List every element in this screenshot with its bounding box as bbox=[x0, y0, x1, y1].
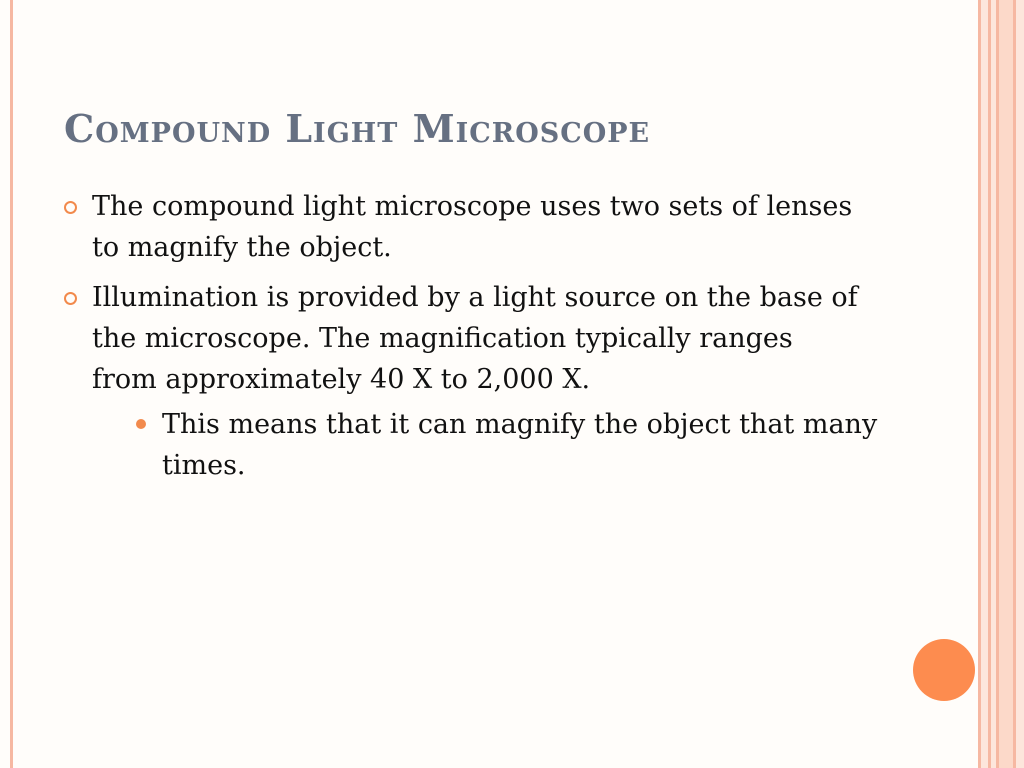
slide-title: Compound Light Microscope bbox=[64, 106, 651, 151]
bullet-dot-icon bbox=[136, 419, 146, 429]
bullet-item bbox=[64, 277, 878, 486]
frame-right-stripe bbox=[999, 0, 1013, 768]
frame-right-stripe bbox=[981, 0, 988, 768]
sub-bullet-text: This means that it can magnify the object that many times. bbox=[162, 409, 878, 481]
slide-body bbox=[64, 186, 878, 495]
bullet-text: The compound light microscope uses two sets of lenses to magnify the object. bbox=[92, 191, 853, 263]
bullet-item bbox=[64, 186, 864, 268]
bullet-ring-icon bbox=[64, 292, 77, 305]
bullet-ring-icon bbox=[64, 201, 77, 214]
decorative-circle bbox=[913, 639, 975, 701]
frame-left-border bbox=[10, 0, 13, 768]
frame-right-stripe bbox=[1016, 0, 1024, 768]
sub-bullet-item bbox=[136, 404, 882, 486]
bullet-text: Illumination is provided by a light source on the base of the microscope. The magnification typically ranges from approximately 40 X to 2,000 X. bbox=[92, 282, 858, 395]
